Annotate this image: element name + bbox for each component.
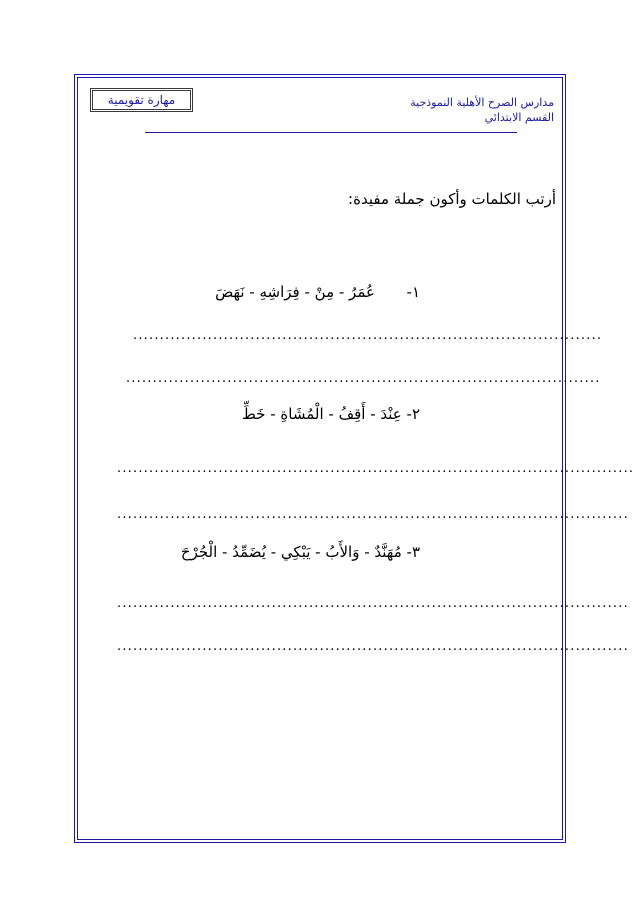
school-header [410,95,554,125]
answer-line[interactable]: ................................................................................................ [117,639,629,654]
answer-line[interactable]: ................................................................................................ [117,596,629,611]
question-words: عُمَرُ - مِنْ - فِرَاشِهِ - نَهَضَ [215,283,375,301]
question-3 [181,543,420,561]
school-name: مدارس الصرح الأهلية النموذجية [410,96,554,109]
answer-line[interactable]: ................................................................................................ [117,507,629,522]
question-number: ١- [406,283,420,301]
question-1 [215,283,420,301]
section-name: القسم الابتدائي [484,111,554,124]
question-number: ٣- [406,543,420,561]
answer-line[interactable]: ................................................................................................. [117,461,635,476]
skill-label-box [90,88,193,112]
instruction-text: أرتب الكلمات وأكون جملة مفيدة: [348,190,556,208]
question-words: عِنْدَ - أَقِفُ - الْمُشَاةِ - خَطِّ [241,405,402,423]
question-2 [242,405,420,423]
question-number: ٢- [406,405,420,423]
answer-line[interactable]: ........................................................................................ [133,328,603,343]
question-words: مُهَنَّدٌ - وَالأَبُ - يَبْكِي - يُضَمِّدُ - الْجُرْحَ [180,543,402,561]
header-divider [145,132,517,133]
answer-line[interactable]: ......................................................................................... [126,371,601,386]
skill-label: مهارة تقويمية [107,93,176,107]
